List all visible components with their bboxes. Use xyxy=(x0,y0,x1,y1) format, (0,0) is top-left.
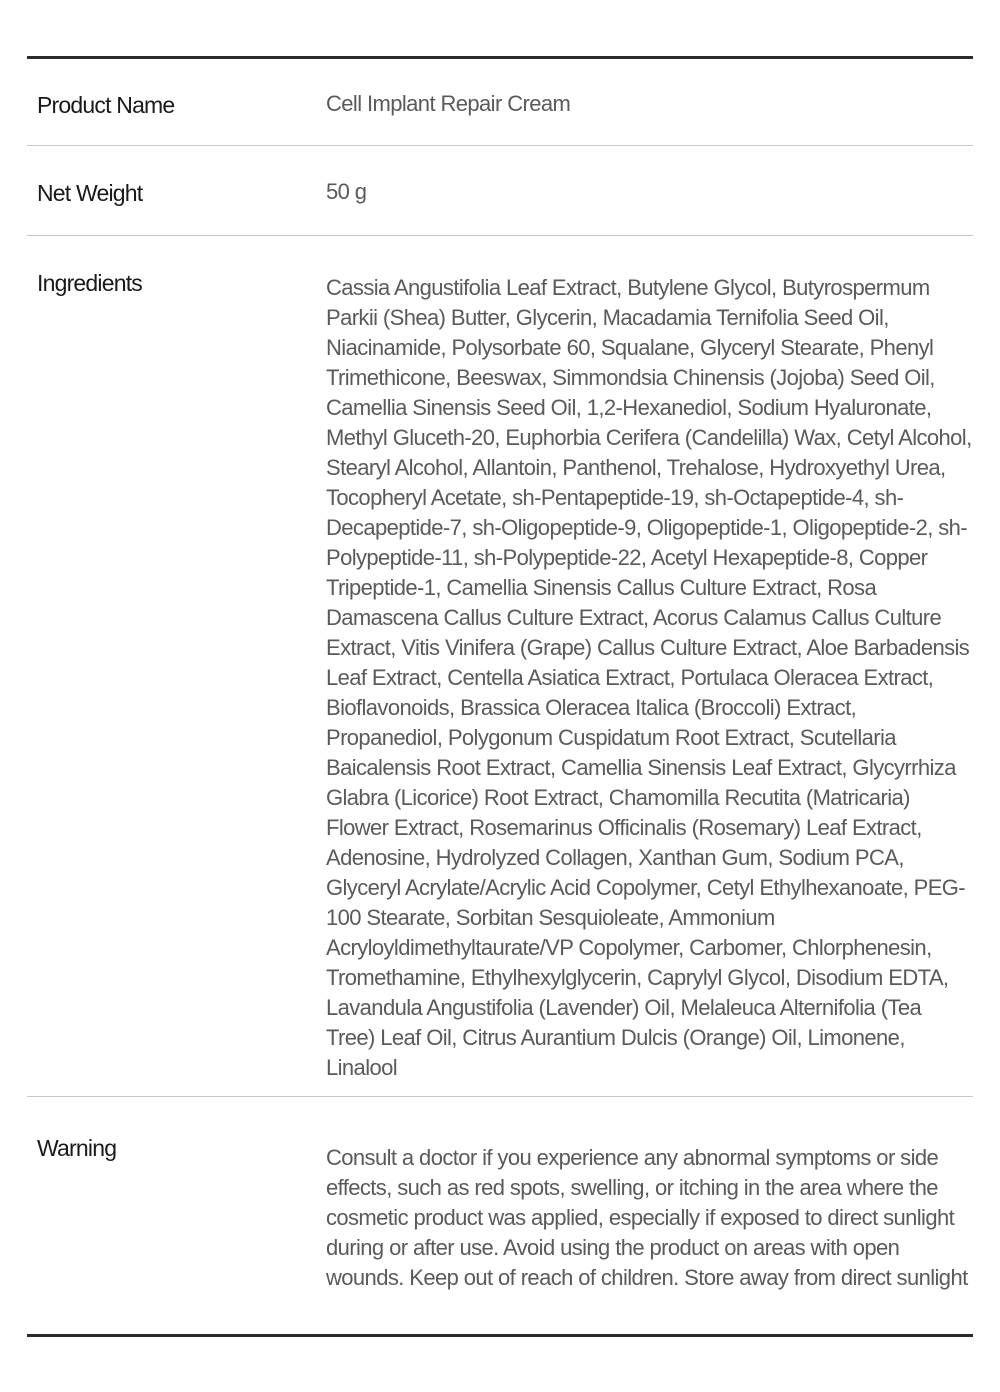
net-weight-row xyxy=(27,146,973,236)
warning-row xyxy=(27,1097,973,1337)
warning-value: Consult a doctor if you experience any abnormal symptoms or side effects, such as red spots, swelling, or itching in the area where the cosmetic product was applied, especially if exposed to direct sunlight during or after use. Avoid using the product on areas with open wounds. Keep out of reach of children. Store away from direct sunlight xyxy=(326,1145,968,1290)
net-weight-value: 50 g xyxy=(326,179,367,204)
ingredients-label: Ingredients xyxy=(37,270,142,296)
net-weight-label: Net Weight xyxy=(37,180,143,206)
product-name-label: Product Name xyxy=(37,92,175,118)
ingredients-row xyxy=(27,236,973,1097)
warning-label: Warning xyxy=(37,1135,117,1161)
product-name-value: Cell Implant Repair Cream xyxy=(326,91,571,116)
ingredients-value: Cassia Angustifolia Leaf Extract, Butylene Glycol, Butyrospermum Parkii (Shea) Butter, Glycerin, Macadamia Ternifolia Seed Oil, Niacinamide, Polysorbate 60, Squalane, Glyceryl Stearate, Phenyl Trimethicone, Beeswax, Simmondsia Chinensis (Jojoba) Seed Oil, Camellia Sinensis Seed Oil, 1,2-Hexanediol, Sodium Hyaluronate, Methyl Gluceth-20, Euphorbia Cerifera (Candelilla) Wax, Cetyl Alcohol, Stearyl Alcohol, Allantoin, Panthenol, Trehalose, Hydroxyethyl Urea, Tocopheryl Acetate, sh-Pentapeptide-19, sh-Octapeptide-4, sh-Decapeptide-7, sh-Oligopeptide-9, Oligopeptide-1, Oligopeptide-2, sh-Polypeptide-11, sh-Polypeptide-22, Acetyl Hexapeptide-8, Copper Tripeptide-1, Camellia Sinensis Callus Culture Extract, Rosa Damascena Callus Culture Extract, Acorus Calamus Callus Culture Extract, Vitis Vinifera (Grape) Callus Culture Extract, Aloe Barbadensis Leaf Extract, Centella Asiatica Extract, Portulaca Oleracea Extract, Bioflavonoids, Brassica Oleracea Italica (Broccoli) Extract, Propanediol, Polygonum Cuspidatum Root Extract, Scutellaria Baicalensis Root Extract, Camellia Sinensis Leaf Extract, Glycyrrhiza Glabra (Licorice) Root Extract, Chamomilla Recutita (Matricaria) Flower Extract, Rosemarinus Officinalis (Rosemary) Leaf Extract, Adenosine, Hydrolyzed Collagen, Xanthan Gum, Sodium PCA, Glyceryl Acrylate/Acrylic Acid Copolymer, Cetyl Ethylhexanoate, PEG-100 Stearate, Sorbitan Sesquioleate, Ammonium Acryloyldimethyltaurate/VP Copolymer, Carbomer, Chlorphenesin, Tromethamine, Ethylhexylglycerin, Caprylyl Glycol, Disodium EDTA, Lavandula Angustifolia (Lavender) Oil, Melaleuca Alternifolia (Tea Tree) Leaf Oil, Citrus Aurantium Dulcis (Orange) Oil, Limonene, Linalool xyxy=(326,275,972,1080)
product-name-row xyxy=(27,59,973,146)
product-spec-table xyxy=(27,56,973,1337)
